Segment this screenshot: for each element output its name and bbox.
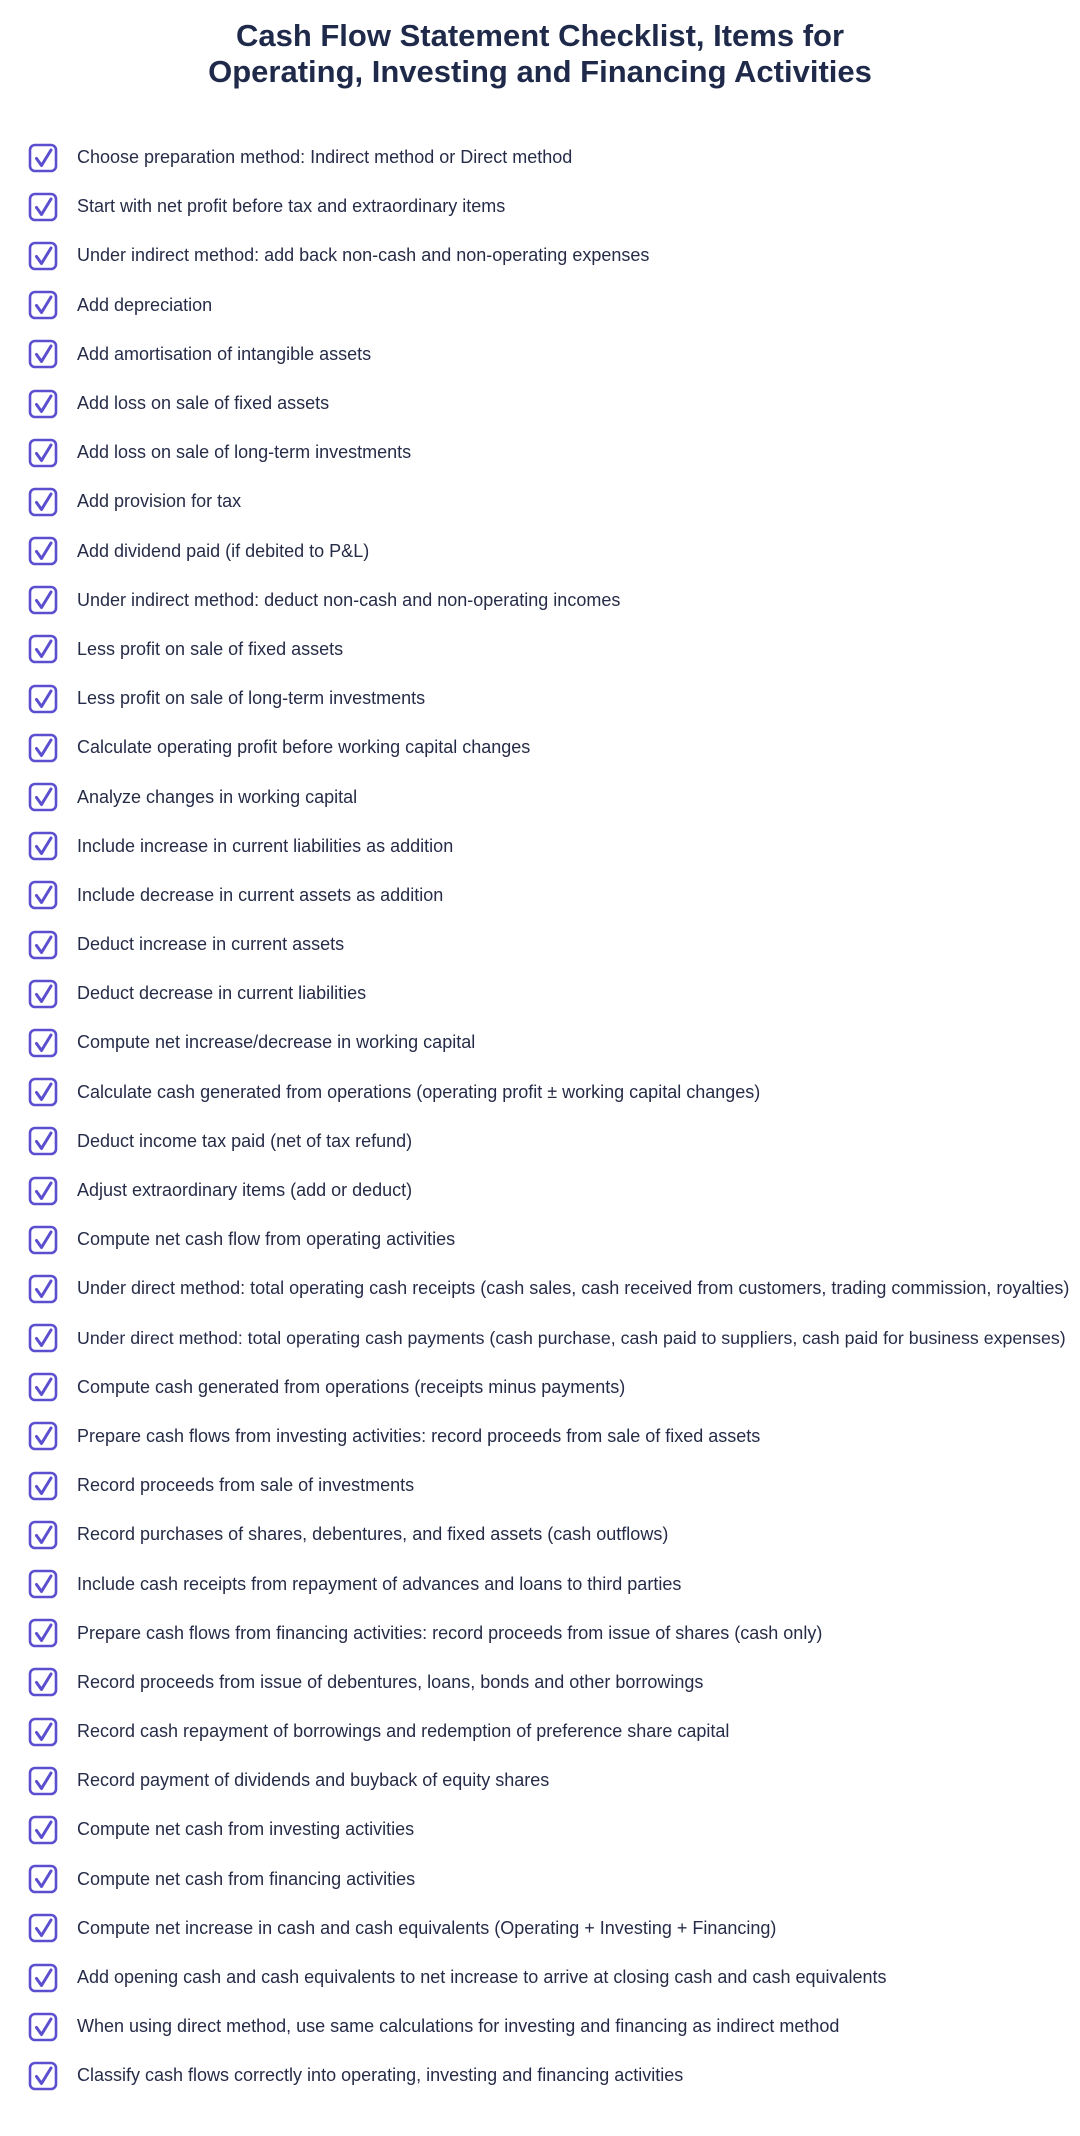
checklist-item-label: Add amortisation of intangible assets — [77, 343, 372, 364]
title-line-2: Operating, Investing and Financing Activities — [208, 54, 872, 89]
checked-box-icon[interactable] — [28, 1618, 58, 1648]
checklist-item-label: Add depreciation — [77, 294, 213, 315]
checklist-item-label: When using direct method, use same calculations for investing and financing as indirect method — [77, 2016, 840, 2037]
checked-box-icon[interactable] — [28, 143, 58, 173]
checklist-item-label: Prepare cash flows from investing activities: record proceeds from sale of fixed assets — [77, 1425, 761, 1446]
checklist-item-label: Deduct increase in current assets — [77, 934, 345, 955]
checklist-item-label: Classify cash flows correctly into operating, investing and financing activities — [77, 2065, 684, 2086]
checklist-item-36 — [0, 1855, 1080, 1904]
checklist-item-34 — [0, 1756, 1080, 1805]
checklist-item-label: Deduct income tax paid (net of tax refund) — [77, 1130, 413, 1151]
checked-box-icon[interactable] — [28, 1028, 58, 1058]
checked-box-icon[interactable] — [28, 1815, 58, 1845]
checklist-item-35 — [0, 1805, 1080, 1854]
checked-box-icon[interactable] — [28, 536, 58, 566]
checklist-item-1 — [0, 133, 1080, 182]
checklist-item-label: Record purchases of shares, debentures, and fixed assets (cash outflows) — [77, 1524, 669, 1545]
checklist-item-label: Add loss on sale of fixed assets — [77, 393, 330, 414]
checklist-item-label: Add dividend paid (if debited to P&L) — [77, 540, 370, 561]
checked-box-icon[interactable] — [28, 241, 58, 271]
checklist-item-20 — [0, 1068, 1080, 1117]
checklist-item-label: Compute cash generated from operations (receipts minus payments) — [77, 1376, 626, 1397]
checked-box-icon[interactable] — [28, 1667, 58, 1697]
checklist-item-14 — [0, 772, 1080, 821]
checked-box-icon[interactable] — [28, 290, 58, 320]
checklist-item-label: Calculate cash generated from operations (operating profit ± working capital changes) — [77, 1081, 761, 1102]
checked-box-icon[interactable] — [28, 1274, 58, 1304]
checked-box-icon[interactable] — [28, 1077, 58, 1107]
checklist-item-label: Add provision for tax — [77, 491, 242, 512]
checked-box-icon[interactable] — [28, 930, 58, 960]
checklist-item-37 — [0, 1904, 1080, 1953]
checklist-item-7 — [0, 428, 1080, 477]
checklist-item-label: Compute net increase in cash and cash equivalents (Operating + Investing + Financing) — [77, 1917, 777, 1938]
checked-box-icon[interactable] — [28, 880, 58, 910]
checklist-item-39 — [0, 2002, 1080, 2051]
checklist-item-label: Compute net cash from financing activities — [77, 1868, 416, 1889]
checked-box-icon[interactable] — [28, 1421, 58, 1451]
checklist-item-label: Record cash repayment of borrowings and redemption of preference share capital — [77, 1721, 730, 1742]
checklist — [0, 133, 1080, 2101]
checklist-item-31 — [0, 1609, 1080, 1658]
checked-box-icon[interactable] — [28, 782, 58, 812]
checklist-item-label: Compute net cash from investing activities — [77, 1819, 415, 1840]
checked-box-icon[interactable] — [28, 1176, 58, 1206]
checklist-item-label: Under direct method: total operating cash payments (cash purchase, cash paid to suppliers, cash paid for business expenses) — [77, 1327, 1066, 1348]
checklist-item-28 — [0, 1461, 1080, 1510]
checklist-item-label: Include increase in current liabilities as addition — [77, 835, 454, 856]
checklist-item-8 — [0, 477, 1080, 526]
checklist-item-label: Calculate operating profit before working capital changes — [77, 737, 531, 758]
checked-box-icon[interactable] — [28, 1471, 58, 1501]
checked-box-icon[interactable] — [28, 1766, 58, 1796]
checklist-item-16 — [0, 871, 1080, 920]
checklist-item-label: Add opening cash and cash equivalents to net increase to arrive at closing cash and cash equivalents — [77, 1967, 887, 1988]
checked-box-icon[interactable] — [28, 438, 58, 468]
checklist-item-label: Prepare cash flows from financing activities: record proceeds from issue of shares (cash only) — [77, 1622, 823, 1643]
checklist-item-label: Start with net profit before tax and extraordinary items — [77, 196, 506, 217]
checklist-item-label: Record payment of dividends and buyback of equity shares — [77, 1770, 550, 1791]
checked-box-icon[interactable] — [28, 1225, 58, 1255]
checklist-item-29 — [0, 1510, 1080, 1559]
checklist-item-label: Choose preparation method: Indirect method or Direct method — [77, 147, 573, 168]
checked-box-icon[interactable] — [28, 1126, 58, 1156]
checklist-item-label: Compute net increase/decrease in working capital — [77, 1032, 476, 1053]
checked-box-icon[interactable] — [28, 1520, 58, 1550]
checklist-item-40 — [0, 2051, 1080, 2100]
checked-box-icon[interactable] — [28, 1372, 58, 1402]
checklist-item-label: Include decrease in current assets as addition — [77, 884, 444, 905]
checked-box-icon[interactable] — [28, 2012, 58, 2042]
checklist-item-label: Under indirect method: deduct non-cash and non-operating incomes — [77, 589, 621, 610]
checklist-item-15 — [0, 822, 1080, 871]
checked-box-icon[interactable] — [28, 1323, 58, 1353]
checked-box-icon[interactable] — [28, 487, 58, 517]
checklist-item-label: Analyze changes in working capital — [77, 786, 358, 807]
checklist-item-label: Deduct decrease in current liabilities — [77, 983, 367, 1004]
checklist-item-label: Record proceeds from sale of investments — [77, 1475, 415, 1496]
checklist-item-label: Under direct method: total operating cash receipts (cash sales, cash received from customers, trading commission, royalties) — [77, 1278, 1070, 1299]
checklist-item-19 — [0, 1018, 1080, 1067]
checked-box-icon[interactable] — [28, 585, 58, 615]
checklist-item-22 — [0, 1166, 1080, 1215]
checklist-item-27 — [0, 1412, 1080, 1461]
checklist-item-18 — [0, 969, 1080, 1018]
checklist-item-33 — [0, 1707, 1080, 1756]
checked-box-icon[interactable] — [28, 389, 58, 419]
checklist-item-label: Adjust extraordinary items (add or deduct) — [77, 1180, 413, 1201]
checked-box-icon[interactable] — [28, 979, 58, 1009]
title-line-1: Cash Flow Statement Checklist, Items for — [235, 18, 845, 53]
checked-box-icon[interactable] — [28, 634, 58, 664]
checklist-item-label: Less profit on sale of long-term investments — [77, 688, 426, 709]
checklist-item-30 — [0, 1559, 1080, 1608]
checked-box-icon[interactable] — [28, 733, 58, 763]
checklist-item-38 — [0, 1953, 1080, 2002]
checked-box-icon[interactable] — [28, 1913, 58, 1943]
checklist-item-label: Compute net cash flow from operating activities — [77, 1229, 456, 1250]
checklist-item-label: Add loss on sale of long-term investments — [77, 442, 412, 463]
checklist-item-26 — [0, 1363, 1080, 1412]
checklist-item-5 — [0, 330, 1080, 379]
checklist-item-32 — [0, 1658, 1080, 1707]
checklist-item-12 — [0, 674, 1080, 723]
checklist-item-25 — [0, 1314, 1080, 1363]
checklist-item-label: Include cash receipts from repayment of advances and loans to third parties — [77, 1573, 682, 1594]
checked-box-icon[interactable] — [28, 1717, 58, 1747]
checklist-item-label: Under indirect method: add back non-cash and non-operating expenses — [77, 245, 650, 266]
page-title — [0, 0, 1080, 90]
checklist-item-9 — [0, 527, 1080, 576]
checklist-item-10 — [0, 576, 1080, 625]
checklist-item-11 — [0, 625, 1080, 674]
checked-box-icon[interactable] — [28, 831, 58, 861]
checklist-item-label: Less profit on sale of fixed assets — [77, 638, 344, 659]
checked-box-icon[interactable] — [28, 339, 58, 369]
checklist-item-23 — [0, 1215, 1080, 1264]
checklist-item-17 — [0, 920, 1080, 969]
checklist-item-3 — [0, 231, 1080, 280]
checked-box-icon[interactable] — [28, 1864, 58, 1894]
checked-box-icon[interactable] — [28, 684, 58, 714]
checklist-item-label: Record proceeds from issue of debentures, loans, bonds and other borrowings — [77, 1671, 704, 1692]
checked-box-icon[interactable] — [28, 192, 58, 222]
checklist-item-24 — [0, 1264, 1080, 1313]
checked-box-icon[interactable] — [28, 1569, 58, 1599]
checklist-item-21 — [0, 1117, 1080, 1166]
checklist-item-6 — [0, 379, 1080, 428]
checklist-item-2 — [0, 182, 1080, 231]
checked-box-icon[interactable] — [28, 1963, 58, 1993]
checklist-item-4 — [0, 281, 1080, 330]
checked-box-icon[interactable] — [28, 2061, 58, 2091]
checklist-item-13 — [0, 723, 1080, 772]
